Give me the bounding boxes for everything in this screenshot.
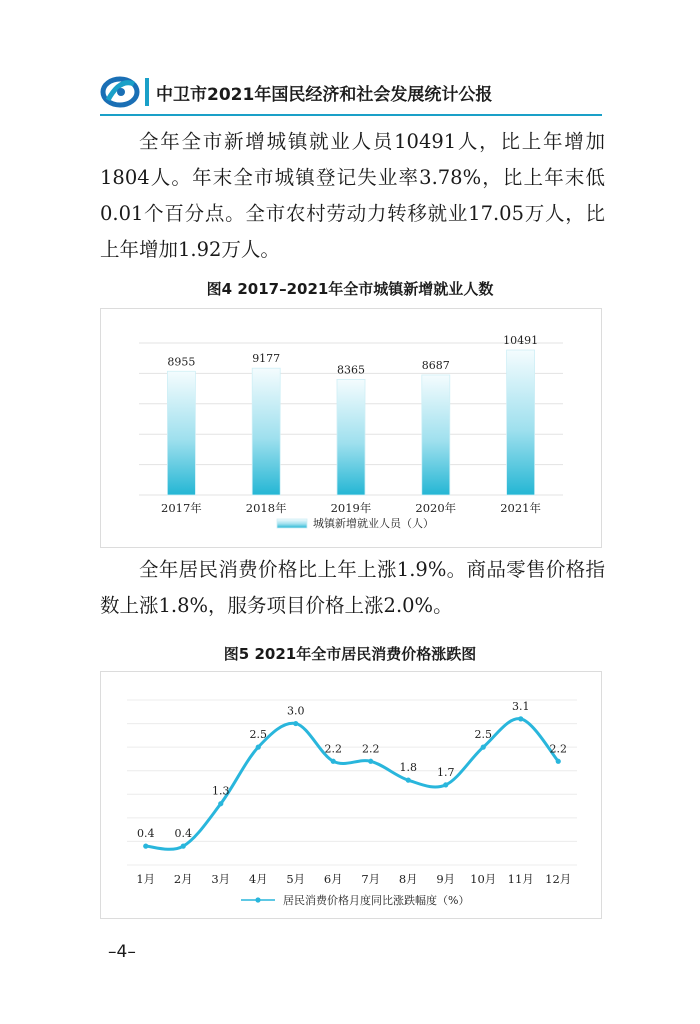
x-tick-label: 2021年 [500, 501, 541, 515]
bar [252, 368, 280, 495]
data-value-label: 3.1 [512, 699, 530, 713]
series-line [146, 719, 559, 850]
header-divider [100, 114, 602, 116]
data-point [143, 844, 148, 849]
data-value-label: 1.3 [212, 784, 230, 798]
prices-paragraph: 全年居民消费价格比上年上涨1.9%。商品零售价格指数上涨1.8%，服务项目价格上涨2.0%。 [100, 558, 605, 617]
x-tick-label: 11月 [507, 872, 534, 886]
bar [337, 379, 365, 495]
data-point [406, 778, 411, 783]
legend-swatch [277, 519, 307, 528]
x-tick-label: 9月 [436, 872, 456, 886]
data-value-label: 1.7 [437, 765, 455, 779]
bar [422, 375, 450, 495]
data-value-label: 3.0 [287, 704, 305, 718]
data-point [293, 721, 298, 726]
bar-value-label: 8365 [337, 363, 365, 377]
x-tick-label: 2月 [173, 872, 193, 886]
bar [507, 350, 535, 495]
data-value-label: 0.4 [137, 827, 155, 841]
cpi-line-chart [101, 672, 601, 918]
data-value-label: 0.4 [174, 827, 192, 841]
page-number: –4– [108, 942, 136, 962]
data-value-label: 1.8 [399, 761, 417, 775]
data-value-label: 2.2 [324, 742, 342, 756]
employment-paragraph: 全年全市新增城镇就业人员10491人，比上年增加1804人。年末全市城镇登记失业率3.78%，比上年末低0.01个百分点。全市农村劳动力转移就业17.05万人，比上年增加1.92万人。 [100, 130, 605, 261]
figure5-chart-panel [100, 671, 602, 919]
x-tick-label: 12月 [545, 872, 572, 886]
page-header [100, 72, 602, 112]
bar-value-label: 8687 [421, 358, 450, 372]
x-tick-label: 2020年 [415, 501, 457, 515]
data-value-label: 2.2 [549, 742, 567, 756]
employment-paragraph-block [100, 124, 605, 268]
bar-value-label: 8955 [167, 355, 196, 369]
statistics-logo-icon [100, 74, 140, 110]
data-point [368, 759, 373, 764]
x-tick-label: 2019年 [330, 501, 372, 515]
bar-value-label: 9177 [252, 352, 281, 366]
prices-paragraph-block [100, 552, 605, 624]
figure4-chart-panel [100, 308, 602, 548]
x-tick-label: 2017年 [161, 501, 202, 515]
data-value-label: 2.5 [249, 728, 267, 742]
x-tick-label: 3月 [211, 872, 231, 886]
data-value-label: 2.5 [474, 728, 492, 742]
bar [167, 371, 195, 495]
header-accent-bar [145, 78, 149, 106]
x-tick-label: 10月 [470, 872, 497, 886]
x-tick-label: 8月 [398, 872, 418, 886]
legend-marker [255, 897, 260, 902]
x-tick-label: 4月 [248, 872, 268, 886]
data-point [518, 716, 523, 721]
data-point [556, 759, 561, 764]
x-tick-label: 6月 [323, 872, 343, 886]
data-point [181, 844, 186, 849]
legend-label: 城镇新增就业人员（人） [313, 517, 434, 530]
data-point [481, 745, 486, 750]
x-tick-label: 5月 [286, 872, 306, 886]
data-value-label: 2.2 [362, 742, 380, 756]
data-point [331, 759, 336, 764]
data-point [443, 782, 448, 787]
x-tick-label: 2018年 [245, 501, 287, 515]
employment-bar-chart [101, 309, 601, 547]
data-point [256, 745, 261, 750]
bar-value-label: 10491 [503, 334, 539, 348]
x-tick-label: 7月 [361, 872, 381, 886]
data-point [218, 801, 223, 806]
document-title: 中卫市2021年国民经济和社会发展统计公报 [156, 85, 493, 105]
figure4-title: 图4 2017–2021年全市城镇新增就业人数 [206, 280, 494, 298]
legend-label: 居民消费价格月度同比涨跌幅度（%） [283, 894, 470, 907]
x-tick-label: 1月 [136, 872, 156, 886]
figure5-title: 图5 2021年全市居民消费价格涨跌图 [223, 645, 477, 663]
